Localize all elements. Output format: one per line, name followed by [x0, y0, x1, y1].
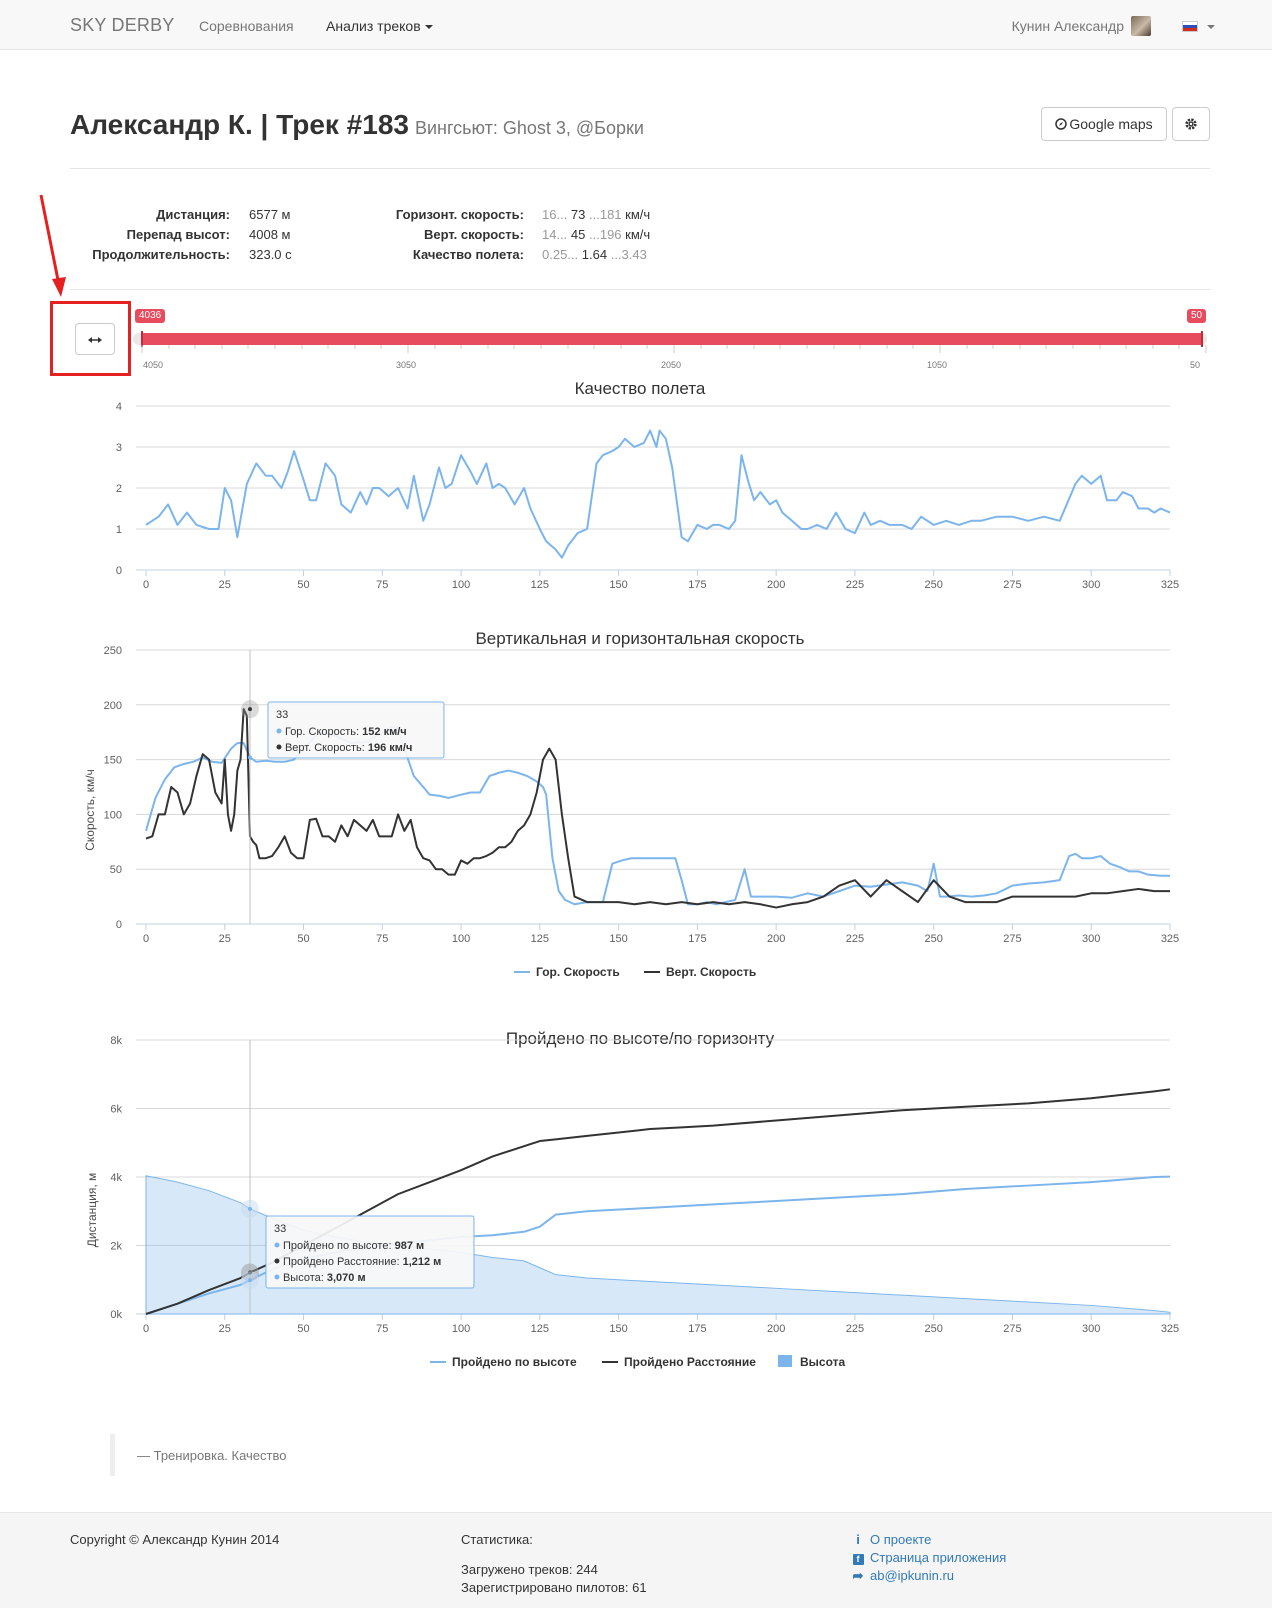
- chart-title: Качество полета: [574, 379, 706, 398]
- tooltip-label: Гор. Скорость:: [284, 726, 363, 738]
- slider-tick-label: 2050: [661, 360, 682, 370]
- range-slider-selection: [141, 333, 1202, 345]
- x-tick-label: 50: [297, 1323, 310, 1335]
- vspeed-min: 14...: [542, 227, 568, 242]
- x-tick-label: 250: [924, 933, 943, 945]
- legend-item[interactable]: Пройдено Расстояние: [624, 1355, 756, 1369]
- hspeed-max: ...181: [589, 207, 622, 222]
- x-tick-label: 100: [451, 579, 471, 591]
- x-tick-label: 225: [845, 1323, 865, 1335]
- google-maps-button[interactable]: [1041, 107, 1167, 141]
- x-tick-label: 100: [451, 1323, 471, 1335]
- tooltip-value: 196 км/ч: [367, 742, 413, 754]
- x-tick-label: 200: [766, 933, 786, 945]
- tooltip-value: 1,212 м: [402, 1256, 442, 1268]
- stat-distance-value: 6577 м: [249, 207, 291, 222]
- hspeed-avg: 73: [570, 207, 586, 222]
- tooltip-label: Верт. Скорость:: [284, 742, 368, 754]
- tooltip-row: [285, 742, 412, 754]
- flight-quality-chart: [60, 372, 1210, 612]
- compass-icon: [1055, 118, 1067, 130]
- tooltip-value: 3,070 м: [326, 1272, 366, 1284]
- x-tick-label: 325: [1160, 579, 1180, 591]
- x-tick-label: 75: [376, 1323, 389, 1335]
- share-arrow-icon: ➦: [852, 1568, 864, 1583]
- y-tick-label: 50: [109, 864, 122, 877]
- facebook-icon: f: [852, 1550, 864, 1565]
- google-maps-label: Google maps: [1069, 116, 1153, 132]
- x-tick-label: 175: [688, 579, 707, 591]
- x-tick-label: 0: [142, 579, 150, 591]
- speed-chart: [60, 622, 1210, 1014]
- y-tick-label: 0: [115, 565, 122, 577]
- y-tick-label: 4: [115, 401, 122, 413]
- vspeed-unit: км/ч: [625, 227, 651, 242]
- x-tick-label: 150: [609, 579, 628, 591]
- x-tick-label: 200: [766, 1323, 786, 1335]
- x-tick-label: 275: [1003, 579, 1022, 591]
- y-tick-label: 8k: [110, 1035, 122, 1047]
- tooltip-bullet: [276, 745, 281, 750]
- distance-chart: [60, 1022, 1210, 1414]
- track-subtitle: Вингсьют: Ghost 3, @Борки: [414, 118, 644, 138]
- language-chevron-down-icon[interactable]: [1207, 25, 1215, 29]
- quality-max: ...3.43: [610, 247, 647, 262]
- slider-tick-label: 4050: [143, 360, 164, 370]
- y-tick-label: 150: [103, 754, 122, 767]
- y-tick-label: 6k: [110, 1103, 122, 1116]
- x-tick-label: 125: [530, 933, 550, 945]
- about-link[interactable]: [852, 1532, 931, 1547]
- nav-competitions[interactable]: Соревнования: [199, 18, 294, 34]
- legend-swatch: [778, 1355, 792, 1367]
- hover-point: [248, 1278, 252, 1282]
- tooltip-label: Высота:: [282, 1272, 327, 1284]
- x-tick-label: 125: [530, 579, 550, 591]
- x-tick-label: 300: [1082, 933, 1101, 945]
- note-bar: [110, 1434, 115, 1476]
- x-tick-label: 75: [376, 579, 389, 591]
- tooltip-bullet: [274, 1243, 279, 1248]
- x-tick-label: 225: [845, 933, 865, 945]
- x-tick-label: 275: [1003, 933, 1022, 945]
- x-tick-label: 150: [609, 1323, 628, 1335]
- app-page-link[interactable]: [852, 1550, 1006, 1565]
- pilots-registered: Зарегистрировано пилотов: 61: [461, 1580, 647, 1595]
- tooltip-bullet: [276, 729, 281, 734]
- tracks-loaded: Загружено треков: 244: [461, 1562, 598, 1577]
- x-tick-label: 300: [1082, 579, 1101, 591]
- stat-distance-label: Дистанция:: [156, 207, 230, 222]
- slider-tick-label: 1050: [927, 360, 948, 370]
- chart-title: Вертикальная и горизонтальная скорость: [475, 629, 805, 648]
- x-tick-label: 25: [218, 1323, 231, 1335]
- x-tick-label: 50: [297, 579, 310, 591]
- brand-logo[interactable]: SKY DERBY: [70, 15, 175, 35]
- stat-quality-value: [542, 245, 647, 265]
- slider-tick-label: 50: [1190, 360, 1201, 370]
- x-tick-label: 225: [845, 579, 865, 591]
- tooltip-label: Пройдено Расстояние:: [282, 1256, 403, 1268]
- quality-avg: 1.64: [581, 247, 608, 262]
- x-tick-label: 100: [451, 933, 471, 945]
- horizontal-arrows-icon: [88, 336, 102, 344]
- x-tick-label: 150: [609, 933, 628, 945]
- x-tick-label: 75: [376, 933, 389, 945]
- y-tick-label: 2: [115, 483, 122, 495]
- x-tick-label: 325: [1160, 933, 1180, 945]
- stat-hspeed-label: Горизонт. скорость:: [395, 207, 524, 222]
- stat-quality-label: Качество полета:: [412, 247, 524, 262]
- x-tick-label: 200: [766, 579, 786, 591]
- vspeed-avg: 45: [570, 227, 586, 242]
- chevron-down-icon: [425, 25, 433, 29]
- stats-title: Статистика:: [461, 1532, 533, 1547]
- swap-range-button[interactable]: [75, 323, 115, 355]
- tooltip-row: [283, 1256, 441, 1268]
- app-page-label: Страница приложения: [870, 1550, 1007, 1565]
- email-link[interactable]: [852, 1568, 954, 1584]
- y-tick-label: 4k: [110, 1172, 122, 1184]
- y-tick-label: 0k: [110, 1309, 122, 1321]
- stat-vspeed-value: [542, 225, 650, 245]
- info-icon: i: [856, 1532, 860, 1547]
- stat-vspeed-label: Верт. скорость:: [424, 227, 524, 242]
- tooltip-value: 987 м: [394, 1240, 425, 1252]
- y-tick-label: 2k: [110, 1240, 122, 1253]
- y-axis-title: Скорость, км/ч: [83, 769, 97, 851]
- tooltip-header: 33: [273, 1223, 287, 1235]
- settings-button[interactable]: [1172, 107, 1210, 141]
- page-title: [70, 109, 644, 141]
- x-tick-label: 25: [218, 579, 231, 591]
- tooltip-value: 152 км/ч: [362, 726, 407, 738]
- track-note: — Тренировка. Качество: [137, 1448, 287, 1463]
- avatar[interactable]: [1131, 16, 1151, 36]
- x-tick-label: 325: [1160, 1323, 1180, 1335]
- x-tick-label: 125: [530, 1323, 550, 1335]
- tooltip-bullet: [274, 1275, 279, 1280]
- x-tick-label: 50: [297, 933, 310, 945]
- x-tick-label: 25: [218, 933, 231, 945]
- divider: [70, 168, 1210, 169]
- stat-elevation-value: 4008 м: [249, 227, 291, 242]
- hover-point: [248, 755, 252, 759]
- russian-flag-icon[interactable]: [1182, 21, 1198, 32]
- red-arrow-annotation-icon: [38, 193, 68, 301]
- x-tick-label: 0: [142, 1323, 150, 1335]
- track-title: Александр К. | Трек #183: [70, 109, 409, 140]
- legend-item[interactable]: Высота: [800, 1355, 846, 1369]
- tooltip-row: [283, 1240, 424, 1252]
- y-tick-label: 0: [115, 919, 122, 931]
- hspeed-min: 16...: [542, 207, 568, 222]
- email-label: ab@ipkunin.ru: [870, 1568, 955, 1583]
- slider-right-value: 50: [1187, 309, 1206, 323]
- y-tick-label: 200: [103, 699, 122, 712]
- vspeed-max: ...196: [589, 227, 622, 242]
- legend-item[interactable]: Пройдено по высоте: [452, 1355, 577, 1369]
- copyright: Copyright © Александр Кунин 2014: [70, 1532, 280, 1547]
- user-name[interactable]: Кунин Александр: [1011, 18, 1124, 34]
- tooltip-label: Пройдено по высоте:: [282, 1240, 395, 1252]
- hover-point: [248, 1207, 252, 1211]
- y-tick-label: 1: [115, 524, 122, 536]
- tooltip-bullet: [274, 1259, 279, 1264]
- hover-point: [248, 707, 252, 711]
- chart-title: Пройдено по высоте/по горизонту: [505, 1029, 775, 1048]
- x-tick-label: 300: [1082, 1323, 1101, 1335]
- slider-tick-label: 3050: [396, 360, 417, 370]
- nav-track-analysis[interactable]: [326, 18, 433, 34]
- about-label: О проекте: [870, 1532, 932, 1547]
- line-series: [146, 431, 1170, 558]
- navbar: [0, 0, 1272, 50]
- x-tick-label: 250: [924, 1323, 943, 1335]
- slider-ticks: [141, 345, 1207, 355]
- stat-elevation-label: Перепад высот:: [126, 227, 230, 242]
- divider: [70, 289, 1210, 290]
- nav-track-analysis-label: Анализ треков: [326, 18, 421, 34]
- hspeed-unit: км/ч: [625, 207, 651, 222]
- x-tick-label: 250: [924, 579, 943, 591]
- x-tick-label: 275: [1003, 1323, 1022, 1335]
- x-tick-label: 175: [688, 933, 707, 945]
- gear-icon: [1184, 117, 1198, 131]
- stat-duration-value: 323.0 с: [249, 247, 292, 262]
- x-tick-label: 175: [688, 1323, 707, 1335]
- tooltip-row: [283, 1272, 366, 1284]
- legend-item[interactable]: Верт. Скорость: [666, 965, 757, 979]
- x-tick-label: 0: [142, 933, 150, 945]
- tooltip-row: [285, 726, 407, 738]
- legend-item[interactable]: Гор. Скорость: [536, 965, 620, 979]
- stat-hspeed-value: [542, 205, 650, 225]
- tooltip-header: 33: [275, 709, 289, 721]
- y-tick-label: 100: [103, 809, 122, 822]
- y-axis-title: Дистанция, м: [85, 1172, 99, 1248]
- slider-left-value: 4036: [135, 309, 165, 323]
- y-tick-label: 250: [103, 645, 122, 657]
- quality-min: 0.25...: [542, 247, 579, 262]
- y-tick-label: 3: [115, 442, 122, 454]
- stat-duration-label: Продолжительность:: [92, 247, 230, 262]
- footer: [0, 1512, 1272, 1608]
